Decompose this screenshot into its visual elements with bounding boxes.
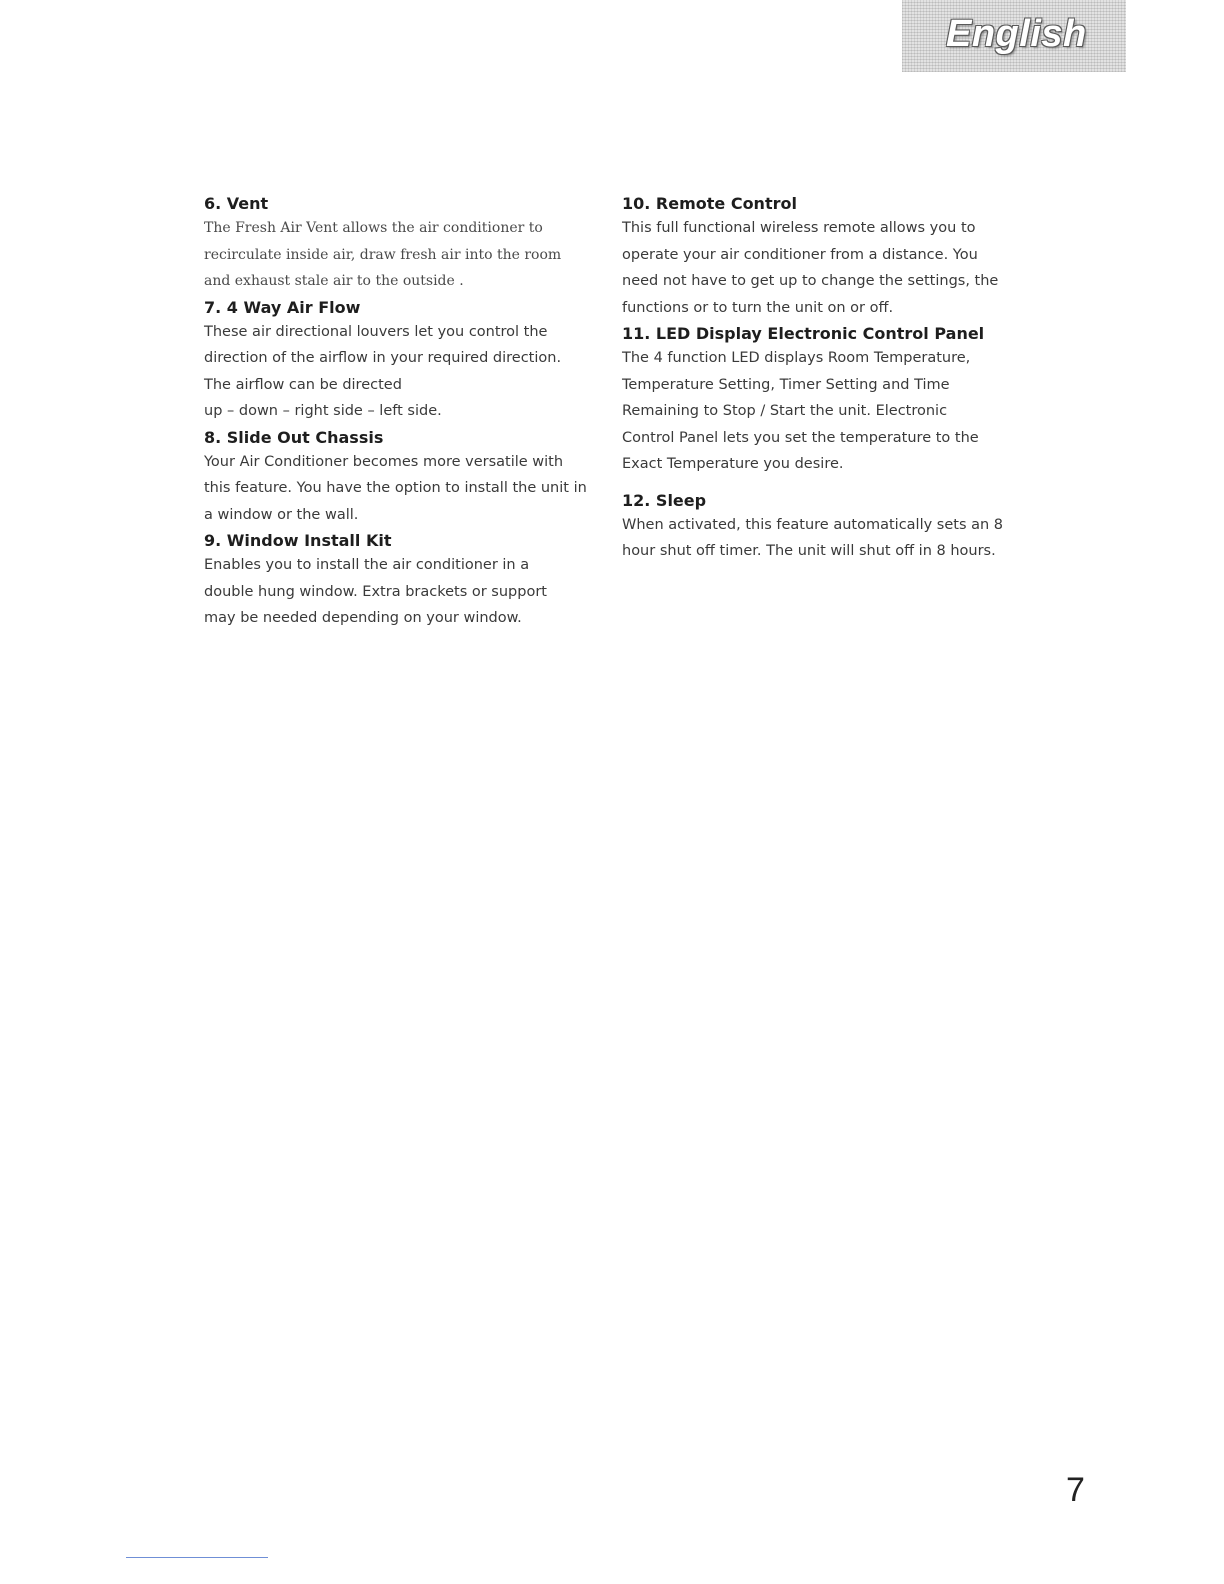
section-line: a window or the wall. [204,506,359,523]
section-line: hour shut off timer. The unit will shut off in 8 hours. [622,543,996,559]
section-line: need not have to get up to change the settings, the [622,273,999,289]
section-title: 8. Slide Out Chassis [204,427,384,447]
section-line: direction of the airflow in your required direction. [204,350,562,366]
section-slide-out-chassis [204,426,604,528]
section-sleep [622,489,1032,564]
section-line: The airflow can be directed [204,376,402,393]
section-line: up – down – right side – left side. [204,403,442,419]
section-line: functions or to turn the unit on or off. [622,299,894,316]
section-line: Enables you to install the air conditioner in a [204,557,530,573]
section-line: Exact Temperature you desire. [622,456,844,472]
section-title: 10. Remote Control [622,194,797,213]
section-line: This full functional wireless remote allows you to [622,220,976,236]
left-column [204,192,604,633]
section-title: 6. Vent [204,194,269,213]
section-line: The Fresh Air Vent allows the air conditioner to [204,220,543,236]
section-title: 12. Sleep [622,490,707,510]
language-tab [902,0,1126,72]
section-line: recirculate inside air, draw fresh air into the room [204,246,562,263]
section-line: and exhaust stale air to the outside . [204,273,464,289]
section-line: Temperature Setting, Timer Setting and Time [622,376,950,393]
section-line: When activated, this feature automatically sets an 8 [622,516,1004,533]
section-line: may be needed depending on your window. [204,610,522,626]
section-line: operate your air conditioner from a distance. You [622,246,978,263]
section-title: 9. Window Install Kit [204,531,392,550]
section-remote-control [622,192,1032,320]
section-air-flow [204,296,604,424]
section-vent [204,192,604,294]
section-line: These air directional louvers let you control the [204,323,548,340]
section-title: 11. LED Display Electronic Control Panel [622,324,985,343]
section-line: Control Panel lets you set the temperature to the [622,429,979,446]
section-window-install-kit [204,529,604,631]
page-number: 7 [1066,1471,1085,1509]
section-line: Remaining to Stop / Start the unit. Electronic [622,403,948,419]
section-line: The 4 function LED displays Room Temperature, [622,350,971,366]
section-line: Your Air Conditioner becomes more versatile with [204,453,564,470]
section-spacer [622,479,1032,489]
section-line: this feature. You have the option to install the unit in [204,480,587,496]
section-led-display [622,322,1032,477]
language-label: English [946,13,1087,55]
footer-divider [126,1557,268,1558]
right-column [622,192,1032,566]
section-line: double hung window. Extra brackets or support [204,583,547,600]
section-title: 7. 4 Way Air Flow [204,297,361,317]
